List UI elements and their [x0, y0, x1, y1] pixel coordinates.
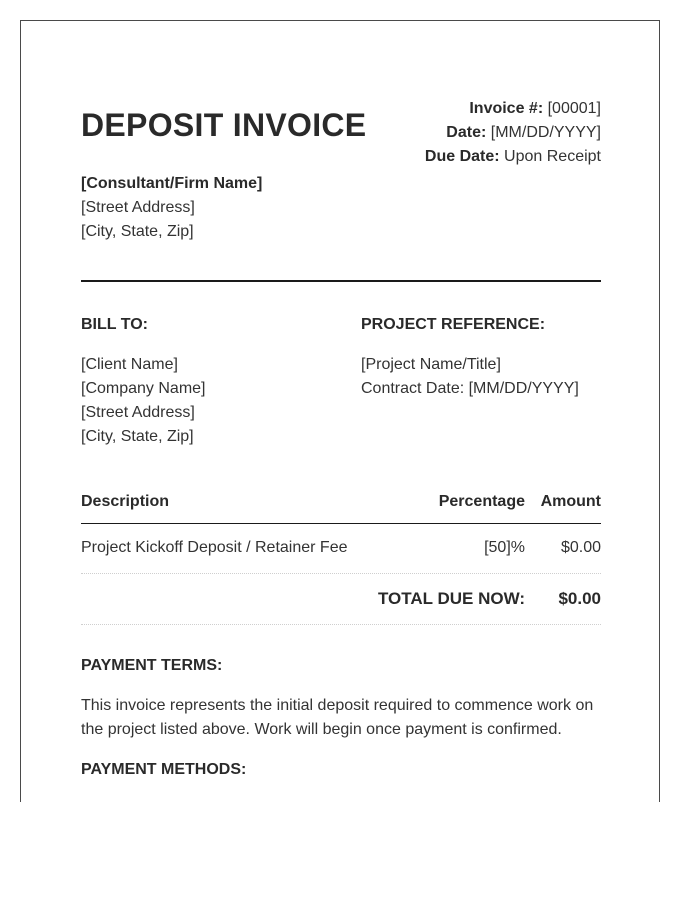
total-due-value: $0.00	[558, 589, 601, 608]
row-description: Project Kickoff Deposit / Retainer Fee	[81, 539, 348, 556]
payment-terms-text: This invoice represents the initial deposit required to commence work on the project listed above. Work will begin once payment is confirmed.	[81, 697, 594, 738]
bill-to-block	[81, 313, 341, 449]
percentage-column-header: Percentage	[438, 493, 525, 510]
row-amount: $0.00	[560, 539, 601, 556]
invoice-title: DEPOSIT INVOICE	[81, 107, 367, 143]
client-name: [Client Name]	[81, 356, 178, 373]
client-city: [City, State, Zip]	[81, 428, 194, 445]
total-row	[81, 574, 601, 625]
amount-column-header: Amount	[540, 493, 601, 510]
invoice-date-value: [MM/DD/YYYY]	[490, 124, 601, 141]
company-name: [Company Name]	[81, 380, 206, 397]
invoice-page	[20, 20, 660, 802]
firm-address-block	[81, 172, 262, 244]
invoice-number-line	[425, 97, 601, 121]
contract-date: Contract Date: [MM/DD/YYYY]	[361, 380, 579, 397]
firm-street: [Street Address]	[81, 199, 195, 216]
payment-methods-heading: PAYMENT METHODS:	[81, 761, 247, 778]
firm-name: [Consultant/Firm Name]	[81, 175, 263, 192]
client-street: [Street Address]	[81, 404, 195, 421]
invoice-due-line	[425, 145, 601, 169]
project-reference-heading: PROJECT REFERENCE:	[361, 316, 546, 333]
line-items-table	[81, 491, 601, 625]
invoice-meta	[425, 97, 601, 169]
firm-city: [City, State, Zip]	[81, 223, 194, 240]
payment-terms-heading: PAYMENT TERMS:	[81, 657, 223, 674]
invoice-due-value: Upon Receipt	[504, 148, 601, 165]
table-header	[81, 491, 601, 524]
row-percentage: [50]%	[484, 539, 525, 556]
invoice-number-value: [00001]	[547, 100, 601, 117]
invoice-number-label: Invoice #:	[469, 100, 544, 117]
project-reference-block	[361, 313, 601, 401]
header-divider	[81, 280, 601, 282]
table-row	[81, 524, 601, 574]
description-column-header: Description	[81, 493, 170, 510]
bill-to-heading: BILL TO:	[81, 316, 148, 333]
invoice-due-label: Due Date:	[424, 148, 500, 165]
invoice-date-line	[425, 121, 601, 145]
project-name: [Project Name/Title]	[361, 356, 501, 373]
invoice-date-label: Date:	[446, 124, 487, 141]
total-due-label: TOTAL DUE NOW:	[377, 589, 525, 608]
